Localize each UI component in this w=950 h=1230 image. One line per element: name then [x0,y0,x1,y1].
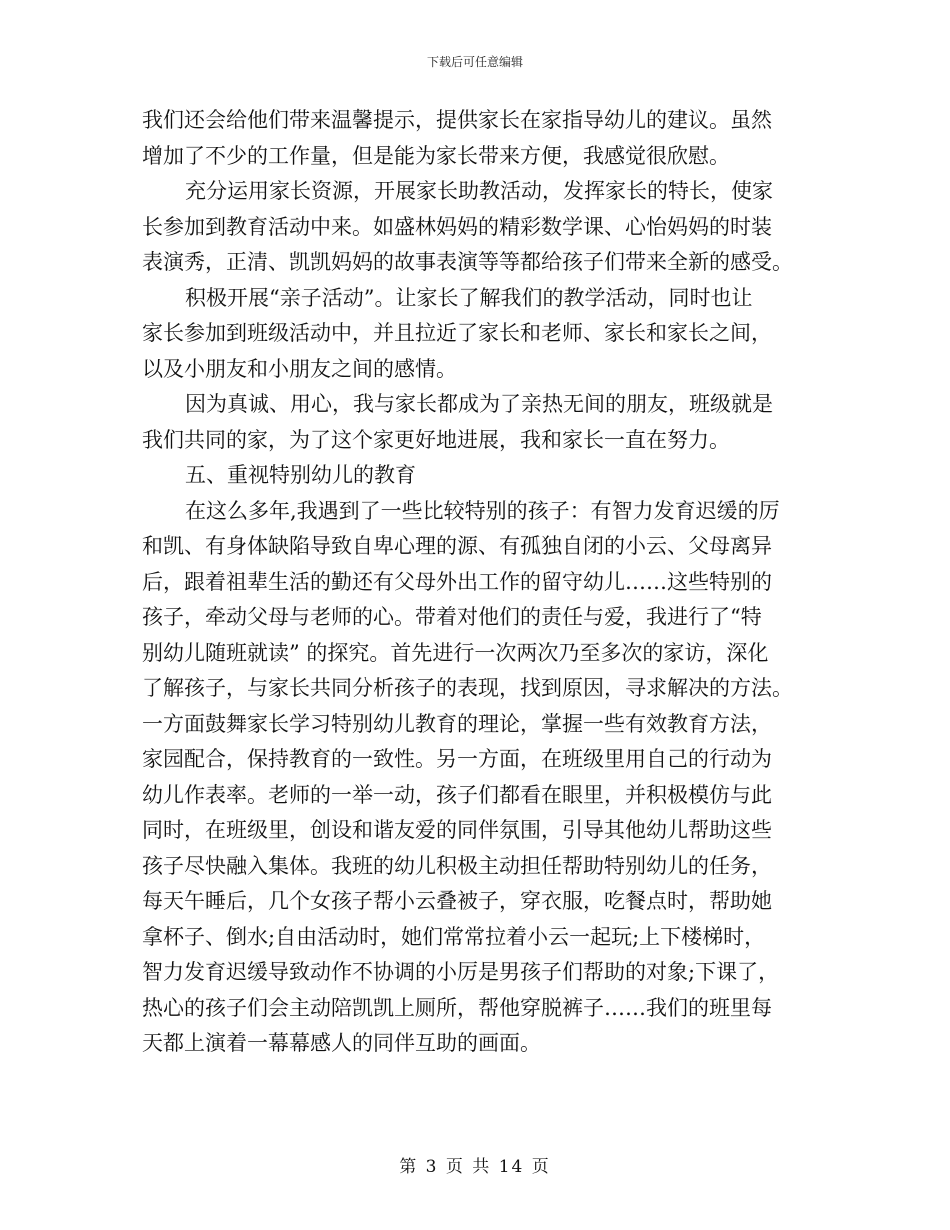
text-line: 智力发育迟缓导致动作不协调的小厉是男孩子们帮助的对象;下课了， [142,960,780,984]
text-line: 同时，在班级里，创设和谐友爱的同伴氛围，引导其他幼儿帮助这些 [142,818,772,842]
body-text [142,103,810,1062]
text-line: 增加了不少的工作量，但是能为家长带来方便，我感觉很欣慰。 [142,143,730,168]
text-line: 我们共同的家，为了这个家更好地进展，我和家长一直在努力。 [142,427,730,452]
text-line: 我们还会给他们带来温馨提示，提供家长在家指导幼儿的建议。虽然 [142,108,772,132]
text-line: 别幼儿随班就读” 的探究。首先进行一次两次乃至多次的家访，深化 [142,640,769,665]
text-line: 以及小朋友和小朋友之间的感情。 [142,356,457,381]
text-line: 了解孩子，与家长共同分析孩子的表现，找到原因，寻求解决的方法。 [142,676,793,700]
text-line: 孩子，牵动父母与老师的心。带着对他们的责任与爱，我进行了“特 [142,605,762,629]
text-line: 一方面鼓舞家长学习特别幼儿教育的理论，掌握一些有效教育方法， [142,711,772,736]
text-line: 天都上演着一幕幕感人的同伴互助的画面。 [142,1031,541,1055]
text-line: 因为真诚、用心，我与家长都成为了亲热无间的朋友，班级就是 [185,392,773,416]
text-line: 在这么多年,我遇到了一些比较特别的孩子：有智力发育迟缓的厉 [185,498,780,523]
text-line: 长参加到教育活动中来。如盛林妈妈的精彩数学课、心怡妈妈的时装 [142,214,772,239]
text-line: 家长参加到班级活动中，并且拉近了家长和老师、家长和家长之间， [142,321,772,345]
text-line: 幼儿作表率。老师的一举一动，孩子们都看在眼里，并积极模仿与此 [142,782,772,807]
text-line: 家园配合，保持教育的一致性。另一方面，在班级里用自己的行动为 [142,747,772,771]
section-heading: 五、重视特别幼儿的教育 [185,463,416,487]
text-line: 拿杯子、倒水;自由活动时，她们常常拉着小云一起玩;上下楼梯时， [142,924,766,949]
header-note: 下载后可任意编辑 [426,55,523,69]
text-line: 表演秀，正清、凯凯妈妈的故事表演等等都给孩子们带来全新的感受。 [142,250,793,274]
text-line: 充分运用家长资源，开展家长助教活动，发挥家长的特长，使家 [185,179,773,203]
text-line: 孩子尽快融入集体。我班的幼儿积极主动担任帮助特别幼儿的任务， [142,853,772,878]
text-line: 和凯、有身体缺陷导致自卑心理的源、有孤独自闭的小云、父母离异 [142,534,772,558]
text-line: 积极开展“亲子活动”。让家长了解我们的教学活动，同时也让 [185,285,753,310]
text-line: 热心的孩子们会主动陪凯凯上厕所，帮他穿脱裤子……我们的班里每 [142,995,772,1020]
text-line: 每天午睡后，几个女孩子帮小云叠被子，穿衣服，吃餐点时，帮助她 [142,889,772,913]
page-number: 第 3 页 共 14 页 [399,1157,551,1177]
text-line: 后，跟着祖辈生活的勤还有父母外出工作的留守幼儿……这些特别的 [142,569,772,594]
